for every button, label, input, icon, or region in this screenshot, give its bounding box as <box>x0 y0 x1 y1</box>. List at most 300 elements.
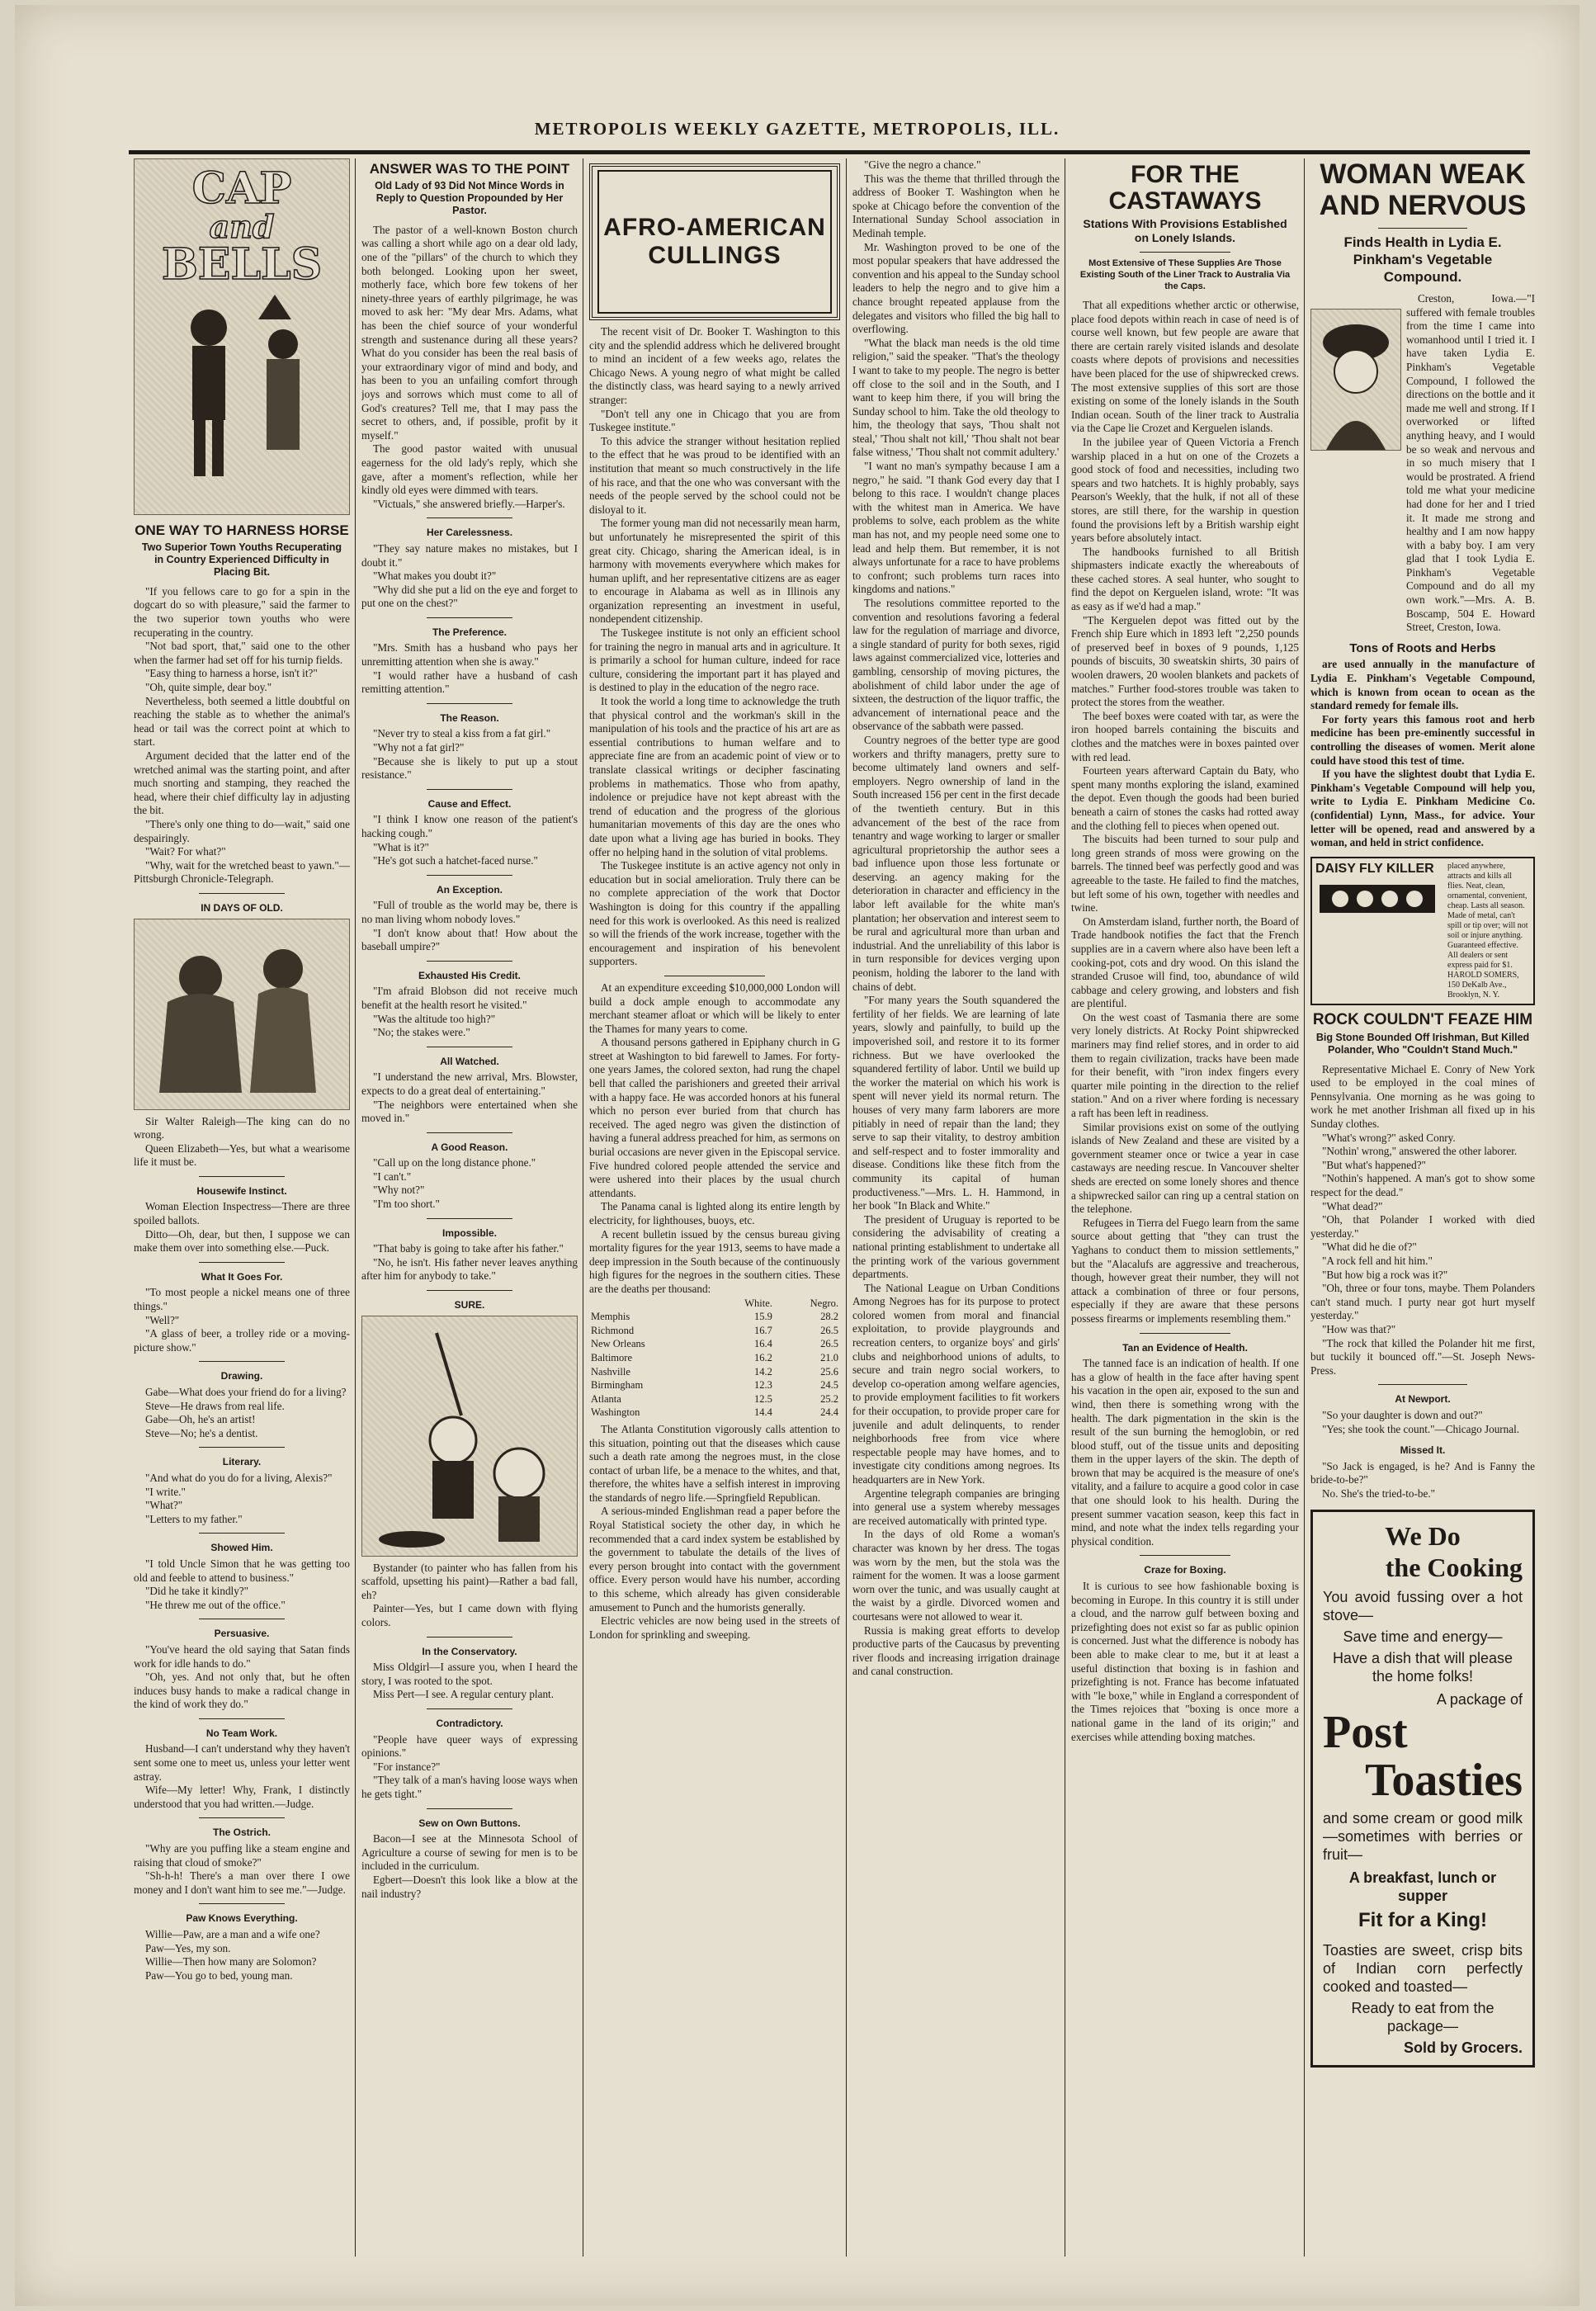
sure-headline: SURE. <box>454 1299 485 1311</box>
pinkham-title-line: AND NERVOUS <box>1319 190 1527 221</box>
mortality-table <box>589 1297 840 1420</box>
table-row <box>589 1351 840 1365</box>
paragraph: Fourteen years afterward Captain du Baty, who spent many months exploring the island, examined the depot. Even though the goods had been buried beneath a cairn of stones the casks had rotted away and the clothing fell to pieces when opened out. <box>1071 764 1299 832</box>
mortality-cell: 16.2 <box>754 1351 772 1363</box>
joke-line: "I don't know about that! How about the baseball umpire?" <box>361 926 578 953</box>
divider <box>427 617 513 618</box>
paragraph: In the jubilee year of Queen Victoria a French warship placed in a hut on one of the Crozets a good stock of food and necessities, including two spears and two hatchets. It is highly probably, says Pearson's Weekly, that the hulk, if not all of these stores, are still there, for the warship in question found the provisions left by a British warship eight years before absolutely intact. <box>1071 435 1299 545</box>
harness-story <box>134 585 350 886</box>
castaways-story <box>1071 299 1299 1326</box>
mortality-cell: 26.5 <box>820 1324 838 1336</box>
divider <box>427 1132 513 1133</box>
divider <box>427 1218 513 1219</box>
harness-subhead: Two Superior Town Youths Recuperating in Country Experienced Difficulty in Placing Bit. <box>141 541 342 578</box>
joke-line: "He threw me out of the office." <box>145 1598 286 1611</box>
cullings-headline: AFRO-AMERICAN CULLINGS <box>603 214 826 269</box>
woman-portrait-icon <box>1311 310 1400 450</box>
mortality-cell: Atlanta <box>591 1392 621 1405</box>
mortality-cell: Birmingham <box>591 1379 644 1392</box>
column-divider <box>355 158 356 2257</box>
painter-icon <box>362 1316 578 1556</box>
paragraph: "Yes; she took the count."—Chicago Journal. <box>1322 1422 1520 1435</box>
divider <box>199 1817 286 1818</box>
column-divider <box>1304 158 1305 2257</box>
divider <box>427 1708 513 1709</box>
toasties-line: the Cooking <box>1385 1552 1523 1582</box>
table-row <box>589 1324 840 1338</box>
paragraph: Sir Walter Raleigh—The king can do no wrong. <box>134 1114 350 1141</box>
paragraph: The resolutions committee reported to the convention and resolutions favoring a federal law for the regulation of marriage and divorce, a single standard of purity for both sexes, rigid laws against commercialized vice, lotteries and gambling, censorship of moving pictures, the abolishment of child labor under the age of sixteen, the destruction of the liquor traffic, the advancement of international peace and the observance of the sabbath were passed. <box>852 597 1060 733</box>
joke-line: Bacon—I see at the Minnesota School of Agriculture a course of sewing for men is to be included in the curriculum. <box>361 1832 578 1873</box>
divider <box>199 1447 286 1448</box>
joke-line: "Why not?" <box>373 1184 425 1197</box>
harness-headline: ONE WAY TO HARNESS HORSE <box>135 522 349 538</box>
column-6 <box>1310 158 1535 2273</box>
column-1 <box>134 158 350 2273</box>
joke-line: "For instance?" <box>373 1760 441 1773</box>
joke-title: Her Carelessness. <box>426 527 513 539</box>
joke-line: "I would rather have a husband of cash remitting attention." <box>361 669 578 696</box>
paragraph: This was the theme that thrilled through the address of Booker T. Washington when he spoke at Chicago before the convention of the International Sunday School association in Medinah temple. <box>852 172 1060 239</box>
washington-story <box>852 158 1060 1679</box>
paragraph: "Not bad sport, that," said one to the other when the farmer had set off for his turnip fields. <box>134 640 350 666</box>
joke-line: "What is it?" <box>373 840 429 853</box>
paragraph: "Give the negro a chance." <box>864 158 981 171</box>
joke-line: "What?" <box>145 1499 183 1512</box>
paragraph: "How was that?" <box>1322 1322 1396 1335</box>
tan-headline: Tan an Evidence of Health. <box>1122 1341 1248 1354</box>
mortality-cell: 14.4 <box>754 1406 772 1419</box>
paragraph: A recent bulletin issued by the census bureau giving mortality figures for the year 1913, seems to have made a deep impression in the South because of the continuously high figures for the negroes in the southern cities. These are the deaths per thousand: <box>589 1227 840 1295</box>
paragraph: If you have the slightest doubt that Lydia E. Pinkham's Vegetable Compound will help you, write to Lydia E. Pinkham Medicine Co. (confidential) Lynn, Mass., for advice. Your letter will be opened, read and answered by a woman, and held in strict confidence. <box>1310 768 1535 849</box>
paragraph: "Nothin's happened. A man's got to show some respect for the dead." <box>1310 1172 1535 1199</box>
jokes-list <box>361 517 578 1283</box>
mortality-cell: 28.2 <box>820 1311 838 1323</box>
paragraph: It took the world a long time to acknowledge the truth that physical control and the workman's skill in the manipulation of his tools and the practice of his art are as essential contributions to human welfare and to appreciate fine are from an academic point of view or to translate classical writings or decipher fascinating problems in mathematics. Those who from apathy, indolence or prejudice have not kept abreast with the trend of education and the progress of the glorious humanitarian movements of this day are the ones who date upon what a living age has buried in books. They offer no helping hand in the solution of vital problems. <box>589 695 840 858</box>
cullings-story <box>589 325 840 969</box>
tons-text <box>1310 658 1535 849</box>
paragraph: The Atlanta Constitution vigorously calls attention to this situation, pointing out that the diseases which cause such a death rate among the negroes must, in the close contact of urban life, be a menace to the whites, and that, therefore, the whites have a selfish interest in improving the standards of negro life.—Springfield Republican. <box>589 1422 840 1504</box>
rock-headline: ROCK COULDN'T FEAZE HIM <box>1312 1010 1533 1028</box>
cullings-items <box>589 981 840 1297</box>
divider <box>427 1290 513 1291</box>
joke-title: Showed Him. <box>210 1542 273 1554</box>
toasties-brand: Toasties <box>1365 1754 1523 1806</box>
masthead-rule <box>129 150 1530 154</box>
paragraph: The Tuskegee institute is not only an efficient school for training the negro in manual arts and in agriculture. It is primarily a school for human culture, indeed for race culture, considering the important part it has played and is destined to play in the education of the negro race. <box>589 626 840 694</box>
paragraph: The beef boxes were coated with tar, as were the iron hooped barrels containing the biscuits and clothes and the matches were in boxes painted over with red lead. <box>1071 709 1299 763</box>
paragraph: To this advice the stranger without hesitation replied to the effect that he was proud to be identified with an institution that meant so much constructively in the life of his race, and that the one who was conversant with the needs of the people served by the school could not be disloyal to it. <box>589 434 840 516</box>
joke-line: "What makes you doubt it?" <box>373 569 497 583</box>
joke-line: Husband—I can't understand why they haven't sent some one to meet us, unless your letter went astray. <box>134 1742 350 1783</box>
paragraph: Painter—Yes, but I came down with flying colors. <box>361 1602 578 1628</box>
paragraph: "Wait? For what?" <box>145 845 226 858</box>
joke-line: Miss Pert—I see. A regular century plant. <box>373 1688 555 1701</box>
divider <box>427 517 513 518</box>
mortality-cell: Richmond <box>591 1324 635 1336</box>
paragraph: Representative Michael E. Conry of New York used to be employed in the coal mines of Pennsylvania. One morning as he was going to work he met another Irishman all fixed up in his Sunday clothes. <box>1310 1062 1535 1131</box>
toasties-line: Save time and energy— <box>1343 1628 1503 1645</box>
mortality-cell: 24.4 <box>820 1406 838 1419</box>
cap-title-word: CAP <box>191 163 292 214</box>
paragraph: The tanned face is an indication of health. If one has a glow of health in the face after having spent his vacation in the open air, exposed to the sun and wind, then there is something wrong with the health. The dark pigmentation in the skin is the result of the sun burning the hemoglobin, or red blood stuff, out of the tissue units and depositing them in the upper layers of the skin. The depth of brown that may be acquired is the measure of one's vitality, and a failure to acquire a good color in case that one should look to his health. During the present summer vacation season, keep this fact in mind, and note what the index tells regarding your physical condition. <box>1071 1357 1299 1548</box>
paragraph: "There's only one thing to do—wait," said one despairingly. <box>134 817 350 844</box>
mortality-table-header <box>589 1297 840 1311</box>
divider <box>1140 1333 1230 1334</box>
joke-line: "No, he isn't. His father never leaves anything after him for anybody to take." <box>361 1255 578 1283</box>
paragraph: "What did he die of?" <box>1322 1241 1417 1254</box>
mortality-cell: 12.3 <box>754 1379 772 1392</box>
joke-title: In the Conservatory. <box>422 1645 517 1657</box>
joke-line: "That baby is going to take after his father." <box>373 1242 564 1255</box>
joke-line: "I told Uncle Simon that he was getting too old and feeble to attend to business." <box>134 1557 350 1584</box>
mortality-cell: 26.5 <box>820 1338 838 1350</box>
paragraph: Argentine telegraph companies are bringing into general use a system whereby messages are received automatically with printed type. <box>852 1486 1060 1527</box>
paragraph: "Nothin' wrong," answered the other laborer. <box>1322 1145 1518 1158</box>
mortality-cell: New Orleans <box>591 1338 645 1350</box>
joke-line: Miss Oldgirl—I assure you, when I heard the story, I was rooted to the spot. <box>361 1661 578 1687</box>
cullings-items <box>589 1423 840 1642</box>
painter-cartoon-illustration <box>361 1316 578 1557</box>
paragraph: Similar provisions exist on some of the outlying islands of New Zealand and these are visited by a government steamer once or twice a year in case castaways are needing rescue. In Vancouver shelter sheds are erected on some lonely shores and thence a shipwrecked sailor can ring up a central station on the telephone. <box>1071 1120 1299 1216</box>
mortality-cell: Nashville <box>591 1365 630 1378</box>
post-toasties-ad <box>1310 1510 1535 2068</box>
tan-story <box>1071 1357 1299 1548</box>
cap-title-word: and <box>209 208 275 245</box>
fly-killer-left <box>1315 862 1443 1000</box>
joke-line: "Why not a fat girl?" <box>373 741 465 754</box>
joke-title: Persuasive. <box>214 1628 270 1640</box>
joke-line: "Why did she put a lid on the eye and forget to put one on the chest?" <box>361 583 578 610</box>
sure-text <box>361 1562 578 1630</box>
paragraph: On Amsterdam island, further north, the Board of Trade handbook notifies the fact that the French supplies are in a cavern where also have been left a cooking-pot, cots and dry wood. On this island the stranded Crusoe will find, too, abundance of wild cabbage and celery growing, and lobsters and fish are plentiful. <box>1071 914 1299 1010</box>
paragraph: "Don't tell any one in Chicago that you are from Tuskegee institute." <box>589 407 840 434</box>
joke-line: "The neighbors were entertained when she moved in." <box>361 1098 578 1125</box>
mortality-cell: 16.4 <box>754 1338 772 1350</box>
divider <box>1140 252 1230 253</box>
table-row <box>589 1406 840 1420</box>
fly-killer-text: placed anywhere, attracts and kills all flies. Neat, clean, ornamental, convenient, cheap. Lasts all season. Made of metal, can't spill or tip over; will not soil or injure anything. Guaranteed effective. All dealers or sent express paid for $1. HAROLD SOMERS, 150 DeKalb Ave., Brooklyn, N. Y. <box>1447 861 1528 1000</box>
table-row <box>589 1310 840 1324</box>
joke-title: The Preference. <box>432 626 508 638</box>
answer-story <box>361 224 578 511</box>
castaways-headline: FOR THE CASTAWAYS <box>1108 161 1262 215</box>
divider <box>199 1176 286 1177</box>
divider <box>1378 228 1468 229</box>
joke-line: "I think I know one reason of the patient's hacking cough." <box>361 813 578 839</box>
paragraph: A serious-minded Englishman read a paper before the Royal Statistical society the other day, in which he recommended that a card index system be established by the government to tabulate the details of the lives of every person brought into contact with the government office. Every person would have his number, according to this scheme, which already has given considerable amusement to Punch and the humorists generally. <box>589 1505 840 1614</box>
jokes-list <box>361 1637 578 1902</box>
divider <box>427 789 513 790</box>
daisy-fly-killer-ad <box>1310 857 1535 1005</box>
newport-headline: At Newport. <box>1395 1393 1451 1406</box>
joke-line: "Was the altitude too high?" <box>373 1012 496 1025</box>
joke-line: "Sh-h-h! There's a man over there I owe money and I don't want him to see me."—Judge. <box>134 1869 350 1896</box>
answer-subhead: Old Lady of 93 Did Not Mince Words in Reply to Question Propounded by Her Pastor. <box>375 179 564 216</box>
castaways-subhead-2: Most Extensive of These Supplies Are Those Existing South of the Liner Track to Australia Via the Caps. <box>1079 258 1291 291</box>
masthead: METROPOLIS WEEKLY GAZETTE, METROPOLIS, ILL. <box>534 119 1060 139</box>
paragraph: "If you fellows care to go for a spin in the dogcart do so with pleasure," said the farmer to the two superior town youths who were recuperating in the country. <box>134 584 350 639</box>
joke-line: "People have queer ways of expressing opinions." <box>361 1732 578 1760</box>
paragraph: "For many years the South squandered the fertility of her fields. We are learning of late years, slowly and painfully, to build up the impoverished soil, and restore it to its former richness. But we have overlooked the squandered fertility of labor. Until we build up the worker the material on which his work is spent will never yield its normal return. The houses of very many farm laborers are more pitiably in need of repair than the land; they serve to sap their vitality, to destroy ambition and self-respect and to foster immorality and disease. Conditions like these fitch from the community its capital of human productiveness."—Mrs. L. H. Hammond, in her book "In Black and White." <box>852 994 1060 1212</box>
joke-line: "They say nature makes no mistakes, but I doubt it." <box>361 541 578 569</box>
days-of-old-headline: IN DAYS OF OLD. <box>201 901 283 914</box>
table-row <box>589 1365 840 1379</box>
divider <box>199 1533 286 1534</box>
paragraph: Creston, Iowa.—"I suffered with female troubles from the time I came into womanhood until I tried it. I have taken Lydia E. Pinkham's Vegetable Compound, I followed the directions on the bottle and it made me well and strong. If I overworked or lifted anything heavy, and I would be so weak and nervous and in so much misery that I would be prostrated. A friend told me what your medicine had done for her and I tried it. It made me strong and healthy and I am now happy with a baby boy. I am very glad that I took Lydia E. Pinkham's Vegetable Compound and do all my own work."—Mrs. A. B. Boscamp, 504 E. Howard Street, Creston, Iowa. <box>1406 292 1535 634</box>
paragraph: Mr. Washington proved to be one of the most popular speakers that have addressed the convention and his appeal to the Sunday school leaders to help the negro and to give him a chance brought repeated applause from the delegates and visitors who filled the big hall to overflowing. <box>852 240 1060 336</box>
joke-line: Ditto—Oh, dear, but then, I suppose we can make them over into something else.—Puck. <box>134 1227 350 1255</box>
pinkham-ad-title <box>1310 158 1535 221</box>
paragraph: Russia is making great efforts to develop productive parts of the Caucasus by preventing river floods and increasing irrigation drainage and canal construction. <box>852 1623 1060 1678</box>
jester-figures-icon <box>135 286 350 493</box>
divider <box>1378 1384 1468 1385</box>
column-2 <box>361 158 578 2273</box>
toasties-brand: Post <box>1323 1706 1408 1758</box>
paragraph: Electric vehicles are now being used in the streets of London for sprinkling and sweeping. <box>589 1614 840 1641</box>
paragraph: Queen Elizabeth—Yes, but what a wearisome life it must be. <box>134 1141 350 1169</box>
toasties-line: and some cream or good milk —sometimes with berries or fruit— <box>1323 1809 1523 1863</box>
paragraph: On the west coast of Tasmania there are some very lonely districts. At Rocky Point shipwrecked mariners may find relief stores, and in order to aid them to regain civilization, tracks have been made for their benefit, with "iron index fingers every quarter mile pointing in the direction to the relief station." And on a river where fording is necessary a raft has been left in readiness. <box>1071 1010 1299 1120</box>
joke-line: "Because she is likely to put up a stout resistance." <box>361 754 578 782</box>
mortality-header-cell: Negro. <box>810 1297 838 1309</box>
joke-line: Woman Election Inspectress—There are three spoiled ballots. <box>134 1200 350 1227</box>
divider <box>427 1808 513 1809</box>
joke-line: "I'm afraid Blobson did not receive much benefit at the health resort he visited." <box>361 985 578 1011</box>
divider <box>427 875 513 876</box>
fly-killer-device-icon <box>1315 877 1439 918</box>
paragraph: "I want no man's sympathy because I am a negro," he said. "I thank God every day that I belong to this race. I wouldn't change places with the whitest man in America. We have problems to solve, each problem as the white man has not, and my people need some one to lead and help them. But remember, it is not always unfortunate for a race to have problems to confront; such problems turn races into kingdoms and nations." <box>852 460 1060 596</box>
paragraph: "Why, wait for the wretched beast to yawn."—Pittsburgh Chronicle-Telegraph. <box>134 858 350 886</box>
divider <box>1140 1555 1230 1556</box>
pinkham-title-line: WOMAN WEAK <box>1320 158 1526 190</box>
joke-title: No Team Work. <box>205 1727 278 1739</box>
woman-portrait-illustration <box>1310 309 1401 451</box>
joke-title: Sew on Own Buttons. <box>418 1817 521 1829</box>
paragraph: Argument decided that the latter end of the wretched animal was the starting point, and after much snorting and stamping, they reached the head, where their chief difficulty lay in adjusting the bit. <box>134 749 350 817</box>
joke-line: "Never try to steal a kiss from a fat girl." <box>373 727 551 740</box>
figures-icon <box>135 919 350 1109</box>
toasties-line: Have a dish that will please the home folks! <box>1332 1649 1513 1685</box>
mortality-cell: 14.2 <box>754 1365 772 1378</box>
joke-title: Drawing. <box>220 1370 263 1382</box>
rock-subhead: Big Stone Bounded Off Irishman, But Killed Polander, Who "Couldn't Stand Much." <box>1315 1031 1530 1056</box>
paragraph: The handbooks furnished to all British shipmasters indicate exactly the whereabouts of these cached stores. A seal hunter, who sought to find the depot on Kerguelen island, wrote: "It was as easy as if we'd had a map." <box>1071 545 1299 613</box>
joke-title: Housewife Instinct. <box>196 1184 287 1197</box>
missed-text <box>1310 1460 1535 1501</box>
divider <box>199 1903 286 1904</box>
joke-title: Contradictory. <box>436 1717 503 1729</box>
table-row <box>589 1392 840 1406</box>
joke-line: "I understand the new arrival, Mrs. Blowster, expects to do a great deal of entertaining." <box>361 1070 578 1097</box>
joke-line: "You've heard the old saying that Satan finds work for idle hands to do." <box>134 1642 350 1670</box>
paragraph: "The Kerguelen depot was fitted out by the French ship Eure which in 1893 left "2,250 pounds of preserved beef in boxes of 9 pounds, 1,125 pounds of biscuits, 30 sweatskin shirts, 30 pairs of woolen drawers, 20 woolen blankets and packets of matches." Further food-stores trouble was taken to protect the stores from the weather. <box>1071 613 1299 709</box>
divider <box>199 1361 286 1362</box>
paragraph: No. She's the tried-to-be." <box>1322 1486 1436 1500</box>
paragraph: "Easy thing to harness a horse, isn't it?" <box>145 667 318 680</box>
paragraph: Nevertheless, both seemed a little doubtful on reaching the stable as to whether the animal's head or tail was the correct point at which to start. <box>134 694 350 749</box>
toasties-line: You avoid fussing over a hot stove— <box>1323 1588 1523 1623</box>
paragraph: The president of Uruguay is reported to be considering the advisability of creating a national printing establishment to undertake all the printing work of the various government departments. <box>852 1212 1060 1281</box>
paragraph: The recent visit of Dr. Booker T. Washington to this city and the splendid address which he delivered brought to mind an incident of a few weeks ago, relates the Chicago News. A young negro of what might be called the distinctly class, was heard saying to a newly arrived stranger: <box>589 325 840 406</box>
paragraph: "But how big a rock was it?" <box>1322 1268 1448 1281</box>
joke-line: "I'm too short." <box>373 1198 440 1211</box>
mortality-cell: 21.0 <box>820 1351 838 1363</box>
mortality-cell: Memphis <box>591 1311 630 1323</box>
pinkham-subhead: Finds Health in Lydia E. Pinkham's Vegetable Compound. <box>1343 234 1502 285</box>
mortality-cell: 16.7 <box>754 1324 772 1336</box>
joke-line: "A glass of beer, a trolley ride or a moving-picture show." <box>134 1327 350 1354</box>
toasties-line: We Do <box>1385 1520 1461 1551</box>
paragraph: "Oh, three or four tons, maybe. Them Polanders can't stand much. I purty near got hurt myself yesterday." <box>1310 1282 1535 1322</box>
cap-title-word: BELLS <box>161 239 323 290</box>
paragraph: In the days of old Rome a woman's character was known by her dress. The togas was worn by the men, but the stola was the raiment for the women. It was a loose garment worn over the tunic, and was usually caught at the waist by a girdle. Divorced women and courtesans were not allowed to wear it. <box>852 1528 1060 1623</box>
paragraph: "Oh, that Polander I worked with died yesterday." <box>1310 1213 1535 1240</box>
joke-line: Egbert—Doesn't this look like a blow at the nail industry? <box>361 1873 578 1900</box>
mortality-cell: 25.6 <box>820 1365 838 1378</box>
paragraph: "What's wrong?" asked Conry. <box>1322 1131 1456 1144</box>
joke-line: Steve—He draws from real life. <box>145 1399 285 1412</box>
joke-line: "Call up on the long distance phone." <box>373 1156 536 1170</box>
joke-line: "Why are you puffing like a steam engine and raising that cloud of smoke?" <box>134 1842 350 1869</box>
paragraph: The former young man did not necessarily mean harm, but unfortunately he misrepresented the spirit of this great city. Chicago, sharing the American ideal, is in harmony with movements everywhere which makes for human uplift, and her representative citizens are as eager to encourage in Alabama as well as in Illinois any organization representing an investment in useful, nondependent citizenship. <box>589 517 840 626</box>
joke-line: "Well?" <box>145 1313 180 1326</box>
paragraph: "A rock fell and hit him." <box>1322 1255 1433 1267</box>
paragraph: At an expenditure exceeding $10,000,000 London will build a dock ample enough to accommodate any merchant steamer afloat or which will be likely to enter the Thames for many years to come. <box>589 981 840 1035</box>
joke-line: Steve—No; he's a dentist. <box>145 1426 258 1439</box>
newspaper-page <box>15 5 1579 2306</box>
paragraph: Country negroes of the better type are good workers and thrifty managers, pretty sure to become ultimately land owners and self-employers. Negro ownership of land in the South increased 156 per cent in the first decade of the twentieth century. But in this advancement of the best of the race from tenantry and wage working to larger or smaller agricultural proprietorship the author sees a bad influence upon those less fortunate or deserving. an agency making for the deterioration in character and efficiency in the labor left available for the white man's plantation; her observation and interest seem to be rural and agricultural more than urban and industrial. And the unreliability of this labor is in turn responsible for devices verging upon peonism, holding the laborer to the land with chains of debt. <box>852 733 1060 993</box>
paragraph: The good pastor waited with unusual eagerness for the old lady's reply, which she gave, after a moment's reflection, while her kindly old eyes were dimmed with tears. <box>361 442 578 497</box>
toasties-line: Sold by Grocers. <box>1403 2039 1523 2056</box>
afro-american-cullings-banner <box>589 163 840 320</box>
tons-headline: Tons of Roots and Herbs <box>1349 640 1496 655</box>
pinkham-letter <box>1406 292 1535 635</box>
joke-line: "I write." <box>145 1485 186 1498</box>
joke-line: Willie—Then how many are Solomon? <box>145 1955 317 1968</box>
mortality-cell: 12.5 <box>754 1392 772 1405</box>
joke-title: Exhausted His Credit. <box>418 969 522 981</box>
joke-line: "He's got such a hatchet-faced nurse." <box>373 854 538 867</box>
joke-title: Paw Knows Everything. <box>186 1912 298 1925</box>
joke-title: The Reason. <box>440 711 499 724</box>
boxing-story <box>1071 1580 1299 1744</box>
joke-line: "Mrs. Smith has a husband who pays her unremitting attention when she is away." <box>361 641 578 669</box>
joke-line: Gabe—What does your friend do for a living? <box>145 1386 347 1398</box>
column-3 <box>589 158 840 2273</box>
paragraph: "Oh, quite simple, dear boy." <box>145 681 272 693</box>
missed-headline: Missed It. <box>1400 1444 1446 1457</box>
paragraph: are used annually in the manufacture of Lydia E. Pinkham's Vegetable Compound, which is known from ocean to ocean as the standard remedy for female ills. <box>1310 658 1535 712</box>
mortality-cell: 15.9 <box>754 1311 772 1323</box>
castaways-subhead: Stations With Provisions Established on Lonely Islands. <box>1083 217 1287 244</box>
column-5 <box>1071 158 1299 2273</box>
joke-line: Paw—You go to bed, young man. <box>145 1968 293 1982</box>
newport-text <box>1310 1409 1535 1436</box>
paragraph: "So Jack is engaged, is he? And is Fanny the bride-to-be?" <box>1310 1459 1535 1486</box>
table-row <box>589 1337 840 1351</box>
joke-line: "They talk of a man's having loose ways when he gets tight." <box>361 1774 578 1800</box>
paragraph: A thousand persons gathered in Epiphany church in G street at Washington to bid farewell to James. For forty-one years James, the colored sexton, had rung the chapel bell that called the parishioners and greeted their arrival with a happy face. He was accorded honors at his funeral which no person ever buried from that church has received. The aged negro was given the distinction of having a funeral address preached for him, as sermons on burial occasions are never given in the Episcopal service. Five hundred colored people attended the service and were ushered into their places by the usual church attendants. <box>589 1036 840 1199</box>
mortality-cell: 24.5 <box>820 1379 838 1392</box>
toasties-line: Fit for a King! <box>1358 1908 1487 1931</box>
paragraph: The pastor of a well-known Boston church was calling a short while ago on a dear old lady, one of the "pillars" of the church to which they both belonged. Looking upon her sweet, motherly face, which bore few tokens of her ninety-three years of earthly pilgrimage, he was moved to ask her: "My dear Mrs. Adams, what has been the chief source of your wonderful strength and sustenance during all these years? What do you consider has been the real basis of your extraordinary vigor of mind and body, and has been to you an unfailing comfort through joys and sorrows which must come to all of God's creatures? Tell me, that I may pass the secret to others, and, if possible, profit by it myself." <box>361 223 578 442</box>
table-row <box>589 1378 840 1392</box>
cap-and-bells-illustration <box>134 158 350 515</box>
joke-line: Willie—Paw, are a man and a wife one? <box>145 1928 320 1940</box>
paragraph: "What the black man needs is the old time religion," said the speaker. "That's the theology I want to take to my people. The negro is better off close to the soil and in the South, and I want to keep him there, if you will bring the Sunday school to him. Take the old theology to him, the theology that says, 'Thou shalt not steal,' 'Thou shalt not kill,' 'Thou shalt not bear false witness,' 'Thou shalt not commit adultery.' <box>852 336 1060 459</box>
joke-title: An Exception. <box>436 883 503 896</box>
paragraph: "But what's happened?" <box>1322 1158 1426 1171</box>
joke-line: "Did he take it kindly?" <box>145 1585 249 1598</box>
joke-title: What It Goes For. <box>201 1270 283 1283</box>
paragraph: Refugees in Tierra del Fuego learn from the same source about getting that "they can trust the Yaghans to conduct them to mission settlements," but the "Alacalufs are aggressive and treacherous, though, however great their number, they will not attack a combination of three or four persons, especially if they are aware that these persons possess firearms or implements resembling them." <box>1071 1216 1299 1325</box>
toasties-line: A package of <box>1436 1690 1523 1708</box>
paragraph: For forty years this famous root and herb medicine has been pre-eminently successful in controlling the diseases of women. Merit alone could have stood this test of time. <box>1310 712 1535 767</box>
jokes-list <box>134 1176 350 1983</box>
mortality-cell: 25.2 <box>820 1392 838 1405</box>
days-of-old-text <box>134 1115 350 1170</box>
joke-line: "And what do you do for a living, Alexis?" <box>145 1471 333 1484</box>
paragraph: The National League on Urban Conditions Among Negroes has for its purpose to protect colored women from moral and financial exploitation, to provide playgrounds and recreation centers, to organize boys' and girls' clubs and neighborhood unions of adults, to secure and train negro social workers, to develop co-operation among welfare agencies, to provide employment facilities to fit workers for their occupation, to provide proper care for juvenile and adult delinquents, to render neighborhoods free from vice where respectable people may have homes, and to investigate city conditions among negroes. Its headquarters are in New York. <box>852 1281 1060 1486</box>
toasties-line: Ready to eat from the package— <box>1351 1999 1494 2035</box>
raleigh-elizabeth-illustration <box>134 919 350 1110</box>
column-divider <box>846 158 847 2257</box>
joke-title: Cause and Effect. <box>427 797 512 810</box>
joke-line: Paw—Yes, my son. <box>145 1941 231 1954</box>
pinkham-testimonial <box>1310 292 1535 635</box>
paragraph: That all expeditions whether arctic or otherwise, place food depots within reach in case of need is of course well known, but few people are aware that there are certain rarely visited islands and desolate coasts where depots of provisions and necessities have been placed for the use of shipwrecked crews. The most extensive supplies of this sort are those existing on some of the lonely islands in the South Indian ocean. South of the liner track to Australia via the Cape lie Crozet and Kerguelen islands. <box>1071 299 1299 435</box>
divider <box>427 961 513 962</box>
paragraph: Bystander (to painter who has fallen from his scaffold, upsetting his paint)—Rather a bad fall, eh? <box>361 1561 578 1601</box>
divider <box>427 703 513 704</box>
mortality-cell: Baltimore <box>591 1351 632 1363</box>
boxing-headline: Craze for Boxing. <box>1144 1564 1226 1576</box>
joke-title: Literary. <box>222 1456 262 1468</box>
joke-title: Impossible. <box>441 1226 498 1239</box>
paragraph: The Panama canal is lighted along its entire length by electricity, for lighthouses, buoys, etc. <box>589 1200 840 1226</box>
joke-line: Gabe—Oh, he's an artist! <box>145 1413 256 1426</box>
answer-headline: ANSWER WAS TO THE POINT <box>369 161 570 177</box>
toasties-line: Toasties are sweet, crisp bits of Indian corn perfectly cooked and toasted— <box>1323 1941 1523 1995</box>
mortality-header-cell <box>589 1297 709 1311</box>
joke-line: "To most people a nickel means one of three things." <box>134 1286 350 1313</box>
joke-line: "Letters to my father." <box>145 1512 243 1525</box>
paragraph: "What dead?" <box>1322 1199 1383 1212</box>
paragraph: "Victuals," she answered briefly.—Harper's. <box>373 497 565 510</box>
paragraph: It is curious to see how fashionable boxing is becoming in Europe. In this country it is still under a cloud, and the narrow gulf between boxing and prizefighting does not exist so far as public opinion is concerned. Just what the difference is nobody has been able to make clear to me, but it at least a useful distinction that boxing is in fashion and prizefighting is not. France has become infatuated with "le boxe," while in England a correspondent of the Times rejoices that "boxing is once more a national game in the land of its origin;" and exercises while attending boxing matches. <box>1071 1580 1299 1743</box>
paragraph: The Tuskegee institute is an active agency not only in education but in social amelioration. Truly there can be no complete appreciation of the work that Doctor Washington is doing for this country if the appalling need for this work is overlooked. As this need is realized so will the friends of the work increase, together with the encouragement and inspiration of his benevolent supporters. <box>589 859 840 968</box>
divider <box>199 1262 286 1263</box>
joke-line: "Oh, yes. And not only that, but he often induces busy hands to make a radical change in the kind of work they do." <box>134 1671 350 1711</box>
mortality-cell: Washington <box>591 1406 640 1419</box>
paragraph: "The rock that killed the Polander hit me first, but tuckily it bounced off."—St. Joseph News-Press. <box>1310 1336 1535 1377</box>
joke-title: A Good Reason. <box>431 1141 508 1153</box>
divider <box>199 1718 286 1719</box>
rock-story <box>1310 1063 1535 1378</box>
divider <box>427 1637 513 1638</box>
fly-killer-title: DAISY FLY KILLER <box>1315 861 1434 876</box>
toasties-line: A breakfast, lunch or supper <box>1348 1869 1497 1904</box>
joke-line: "No; the stakes were." <box>373 1026 470 1039</box>
divider <box>199 893 286 894</box>
joke-line: "Full of trouble as the world may be, there is no man living whom nobody loves." <box>361 899 578 925</box>
mortality-header-cell: White. <box>744 1297 772 1309</box>
joke-line: Wife—My letter! Why, Frank, I distinctly understood that you had written.—Judge. <box>134 1784 350 1810</box>
joke-title: All Watched. <box>440 1055 499 1067</box>
paragraph: "So your daughter is down and out?" <box>1322 1408 1483 1421</box>
joke-line: "I can't." <box>373 1170 412 1183</box>
